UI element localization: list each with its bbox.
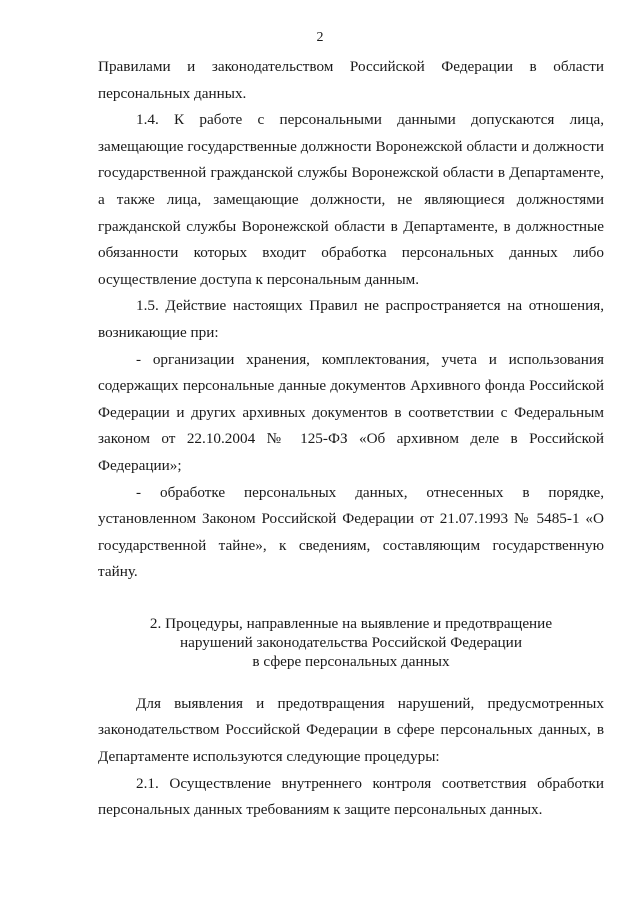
paragraph-continuation: Правилами и законодательством Российской Федерации в области персональных данных. [98, 58, 604, 102]
paragraph-2-1: 2.1. Осуществление внутреннего контроля соответствия обработки персональных данных требованиям к защите персональных данных. [98, 774, 604, 819]
list-item-state-secret: - обработке персональных данных, отнесенных в порядке, установленном Законом Российской Федерации от 21.07.1993 № 5485-1 «О государственной тайне», к сведениям, составляющим государственную тайну. [98, 483, 604, 581]
section-heading [98, 614, 604, 671]
paragraph-intro-procedures: Для выявления и предотвращения нарушений, предусмотренных законодательством Российской Федерации в сфере персональных данных, в Департаменте используются следующие процедуры: [98, 694, 604, 766]
section-heading-line-2: нарушений законодательства Российской Федерации [180, 633, 522, 651]
section-heading-line-1: 2. Процедуры, направленные на выявление и предотвращение [149, 614, 553, 632]
paragraph-1-4: 1.4. К работе с персональными данными допускаются лица, замещающие государственные должности Воронежской области и должности государственной гражданской службы Воронежской области в Департаменте, а также лица, замещающие должности, не являющиеся должностями гражданской службы Воронежской области в Департаменте, в должностные обязанности которых входит обработка персональных данных либо осуществление доступа к персональным данным. [98, 111, 604, 288]
section-heading-line-3: в сфере персональных данных [252, 652, 450, 670]
document-body [98, 54, 604, 824]
paragraph-1-5: 1.5. Действие настоящих Правил не распространяется на отношения, возникающие при: [98, 297, 604, 341]
list-item-archive: - организации хранения, комплектования, учета и использования содержащих персональные данные документов Архивного фонда Российской Федерации и других архивных документов в соответствии с Федеральным законом от 22.10.2004 № 125-ФЗ «Об архивном деле в Российской Федерации»; [98, 350, 604, 474]
page-number: 2 [316, 30, 324, 45]
